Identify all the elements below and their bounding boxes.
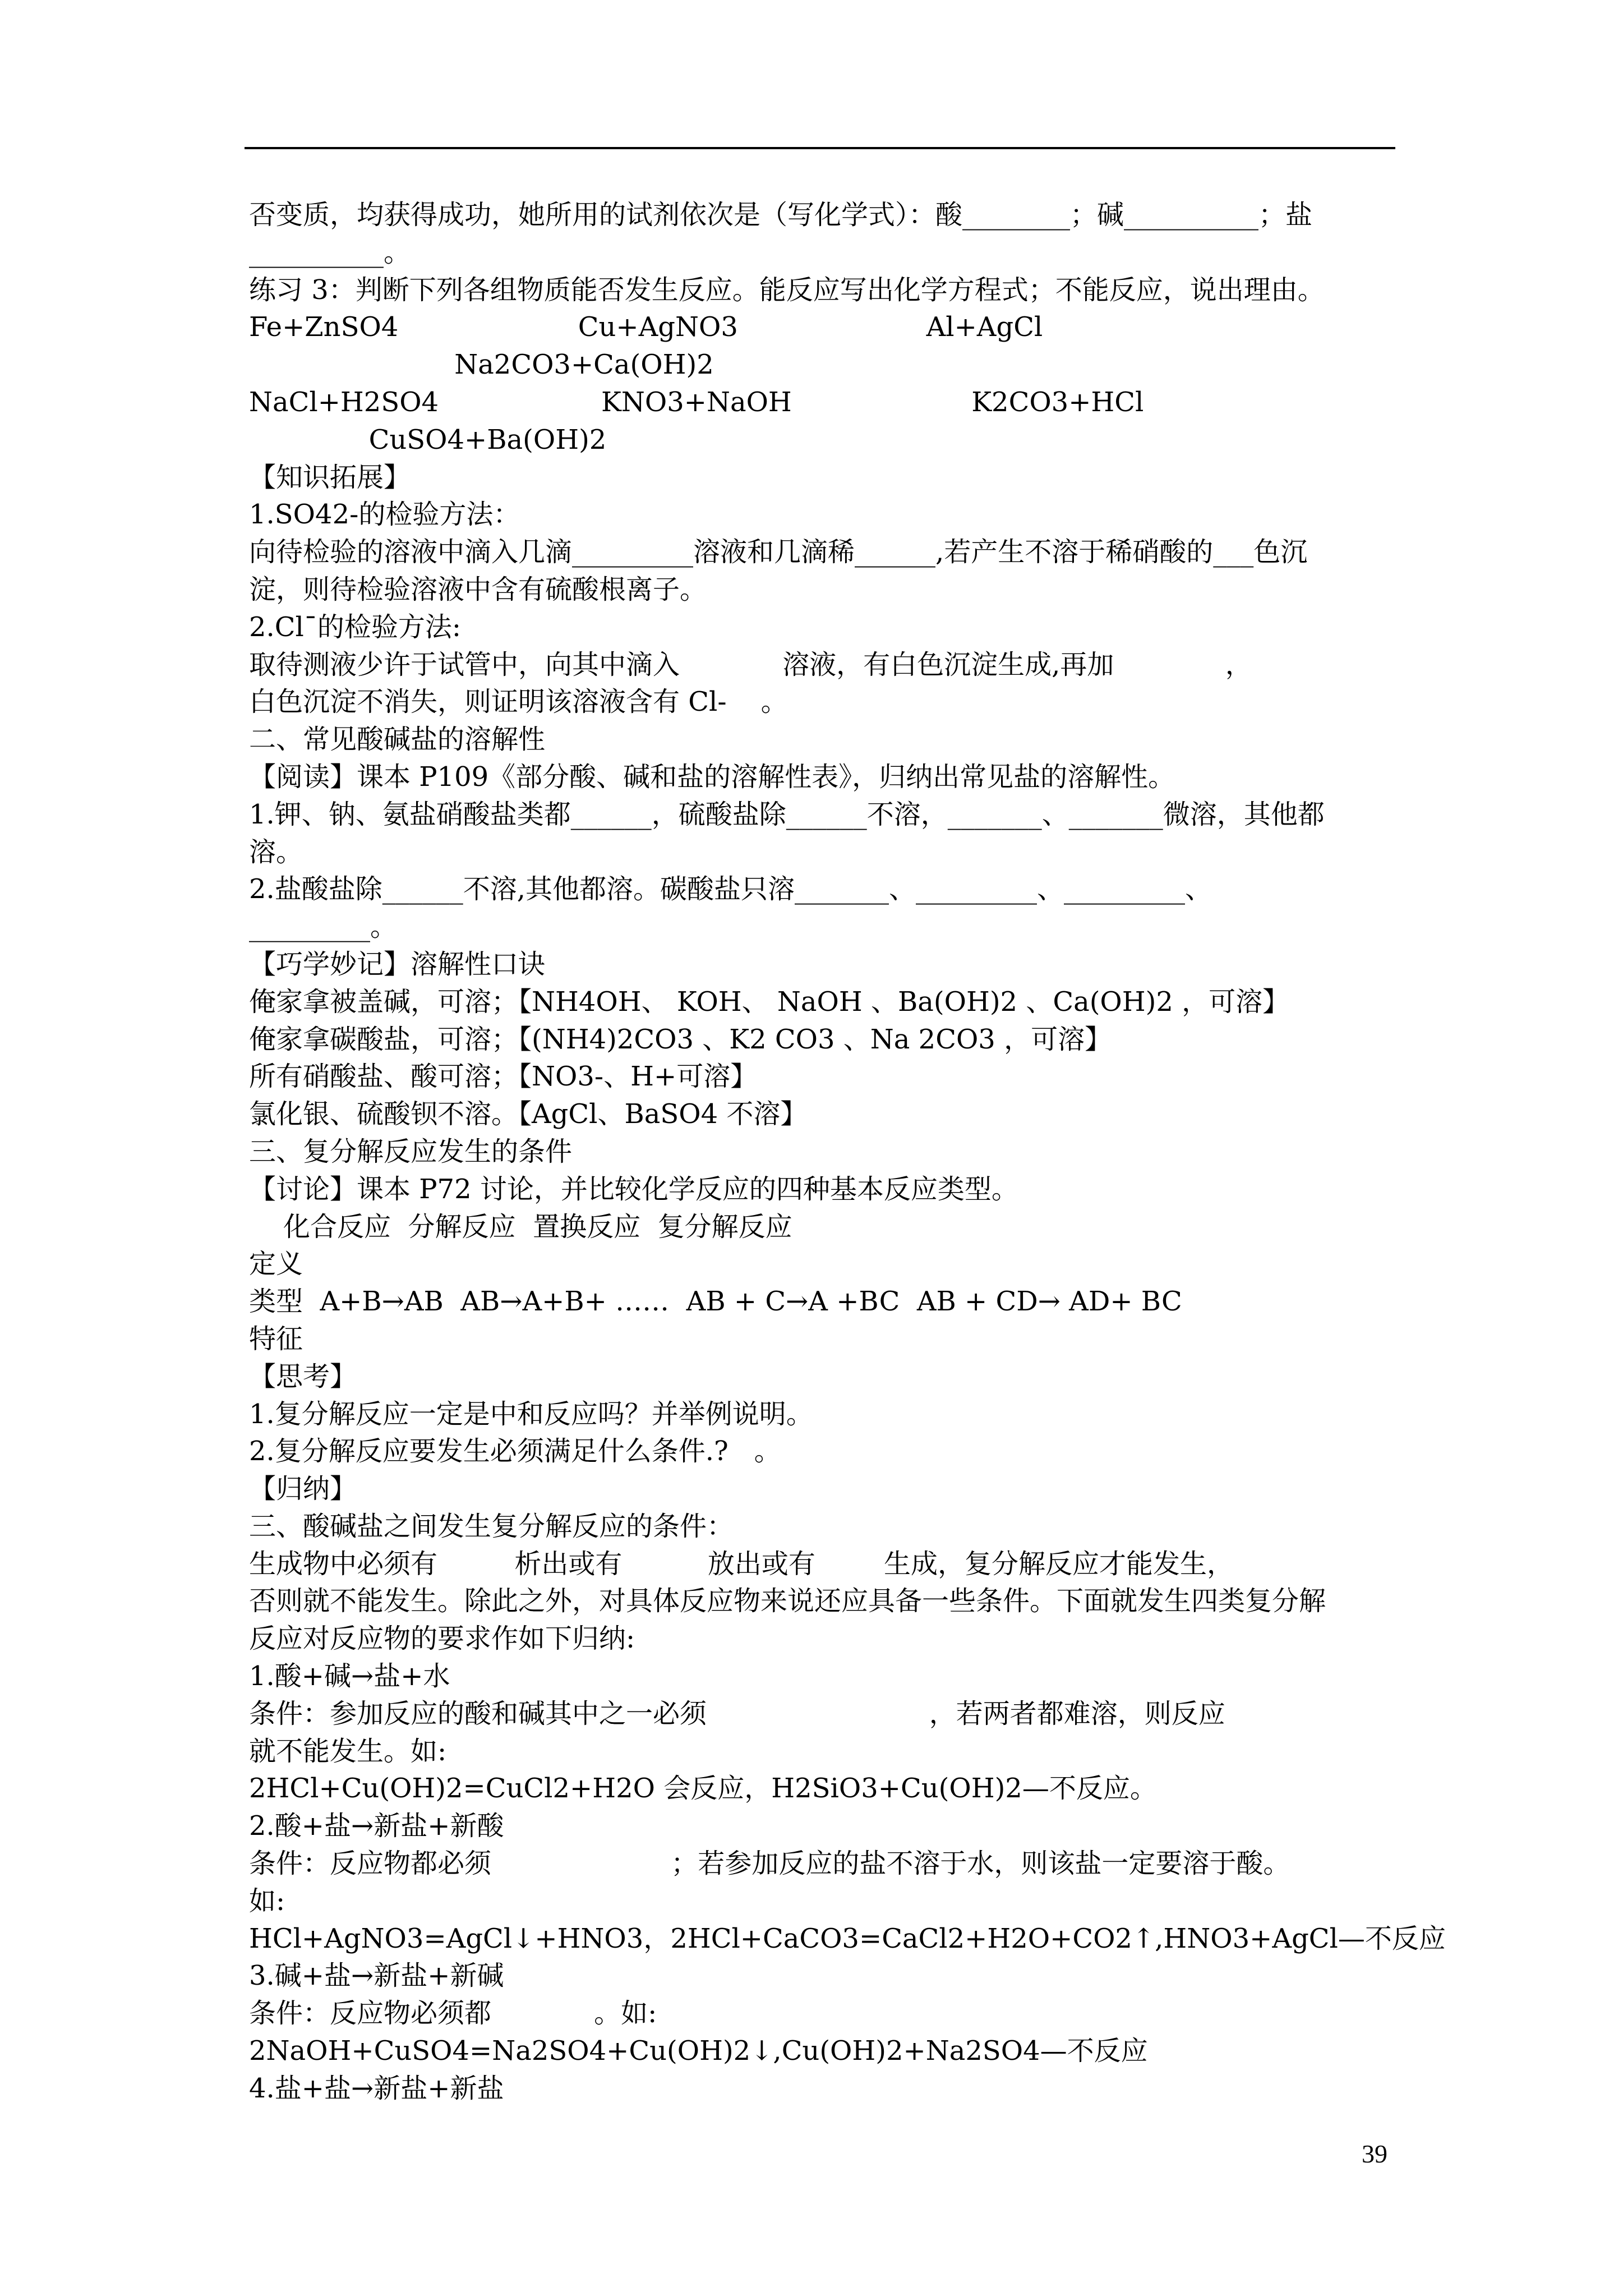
text-line: 所有硝酸盐、酸可溶；【NO3-、H+可溶】: [249, 1061, 758, 1093]
text-line: 【讨论】课本 P72 讨论，并比较化学反应的四种基本反应类型。: [249, 1173, 1018, 1205]
text-line: 条件：反应物必须都 。如:: [249, 1998, 657, 2030]
text-line: 类型 A+B→AB AB→A+B+ …… AB + C→A +BC AB + CD→ AD+ BC: [249, 1286, 1182, 1318]
text-line: 否变质，均获得成功，她所用的试剂依次是（写化学式）：酸________；碱__________；盐: [249, 199, 1313, 231]
text-line: 特征: [249, 1323, 303, 1355]
text-line: __________。: [249, 236, 411, 268]
text-line: 溶。: [249, 836, 303, 868]
text-line: 2.盐酸盐除______不溶,其他都溶。碳酸盐只溶_______、_________、_________、: [249, 873, 1212, 905]
text-line: 淀，则待检验溶液中含有硫酸根离子。: [249, 573, 707, 605]
section-heading: 三、复分解反应发生的条件: [249, 1135, 573, 1167]
text-line: 定义: [249, 1248, 303, 1280]
section-heading: 【巧学妙记】溶解性口诀: [249, 948, 546, 980]
text-line: 2HCl+Cu(OH)2=CuCl2+H2O 会反应，H2SiO3+Cu(OH)2—不反应。: [249, 1773, 1157, 1805]
text-line: 白色沉淀不消失，则证明该溶液含有 Cl- 。: [249, 686, 788, 718]
text-line: 俺家拿被盖碱，可溶；【NH4OH、 KOH、 NaOH 、Ba(OH)2 、Ca(OH)2 ，可溶】: [249, 986, 1290, 1018]
text-line: 取待测液少许于试管中，向其中滴入 溶液，有白色沉淀生成,再加 ，: [249, 648, 1252, 680]
text-line: 1.SO42-的检验方法：: [249, 499, 520, 531]
text-line: 条件：反应物都必须 ；若参加反应的盐不溶于水，则该盐一定要溶于酸。: [249, 1848, 1290, 1880]
text-line: NaCl+H2SO4 KNO3+NaOH K2CO3+HCl: [249, 386, 1144, 418]
text-line: 反应对反应物的要求作如下归纳:: [249, 1623, 635, 1655]
text-line: CuSO4+Ba(OH)2: [249, 424, 607, 455]
text-line: Na2CO3+Ca(OH)2: [249, 349, 714, 381]
text-line: 练习 3：判断下列各组物质能否发生反应。能反应写出化学方程式；不能反应，说出理由。: [249, 274, 1325, 306]
text-line: 2NaOH+CuSO4=Na2SO4+Cu(OH)2↓,Cu(OH)2+Na2SO4—不反应: [249, 2035, 1148, 2067]
text-line: 就不能发生。如:: [249, 1735, 447, 1767]
text-line: 2.复分解反应要发生必须满足什么条件.? 。: [249, 1435, 781, 1467]
text-line: 氯化银、硫酸钡不溶。【AgCl、BaSO4 不溶】: [249, 1098, 808, 1130]
text-line: 俺家拿碳酸盐，可溶；【(NH4)2CO3 、K2 CO3 、Na 2CO3 ，可溶】: [249, 1023, 1112, 1055]
text-line: 4.盐+盐→新盐+新盐: [249, 2072, 504, 2104]
text-line: 向待检验的溶液中滴入几滴_________溶液和几滴稀______,若产生不溶于稀硝酸的___色沉: [249, 536, 1308, 568]
text-line: 1.钾、钠、氨盐硝酸盐类都______，硫酸盐除______不溶，_______、_______微溶，其他都: [249, 798, 1325, 830]
text-line: 化合反应 分解反应 置换反应 复分解反应: [249, 1211, 792, 1243]
text-line: 否则就不能发生。除此之外，对具体反应物来说还应具备一些条件。下面就发生四类复分解: [249, 1585, 1326, 1617]
text-line: 【阅读】课本 P109《部分酸、碱和盐的溶解性表》，归纳出常见盐的溶解性。: [249, 761, 1175, 793]
page-number: 39: [1362, 2139, 1387, 2168]
text-line: 条件：参加反应的酸和碱其中之一必须 ，若两者都难溶，则反应: [249, 1697, 1225, 1729]
section-heading: 二、常见酸碱盐的溶解性: [249, 724, 546, 756]
text-line: 3.碱+盐→新盐+新碱: [249, 1960, 504, 1992]
text-line: 生成物中必须有 析出或有 放出或有 生成，复分解反应才能发生，: [249, 1548, 1234, 1580]
document-body: [249, 196, 1446, 2108]
text-line: HCl+AgNO3=AgCl↓+HNO3，2HCl+CaCO3=CaCl2+H2O+CO2↑,HNO3+AgCl—不反应: [249, 1922, 1446, 1954]
text-line: _________。: [249, 911, 398, 943]
text-line: Fe+ZnSO4 Cu+AgNO3 Al+AgCl: [249, 311, 1043, 343]
section-heading: 【思考】: [249, 1360, 357, 1392]
header-rule: [245, 147, 1395, 149]
text-line: 2.酸+盐→新盐+新酸: [249, 1810, 504, 1842]
text-line: 2.Cl¯的检验方法:: [249, 611, 462, 643]
section-heading: 三、酸碱盐之间发生复分解反应的条件：: [249, 1510, 734, 1542]
text-line: 1.复分解反应一定是中和反应吗？并举例说明。: [249, 1398, 813, 1430]
text-line: 1.酸+碱→盐+水: [249, 1660, 450, 1692]
text-line: 如:: [249, 1885, 285, 1917]
section-heading: 【知识拓展】: [249, 461, 411, 493]
section-heading: 【归纳】: [249, 1473, 357, 1505]
